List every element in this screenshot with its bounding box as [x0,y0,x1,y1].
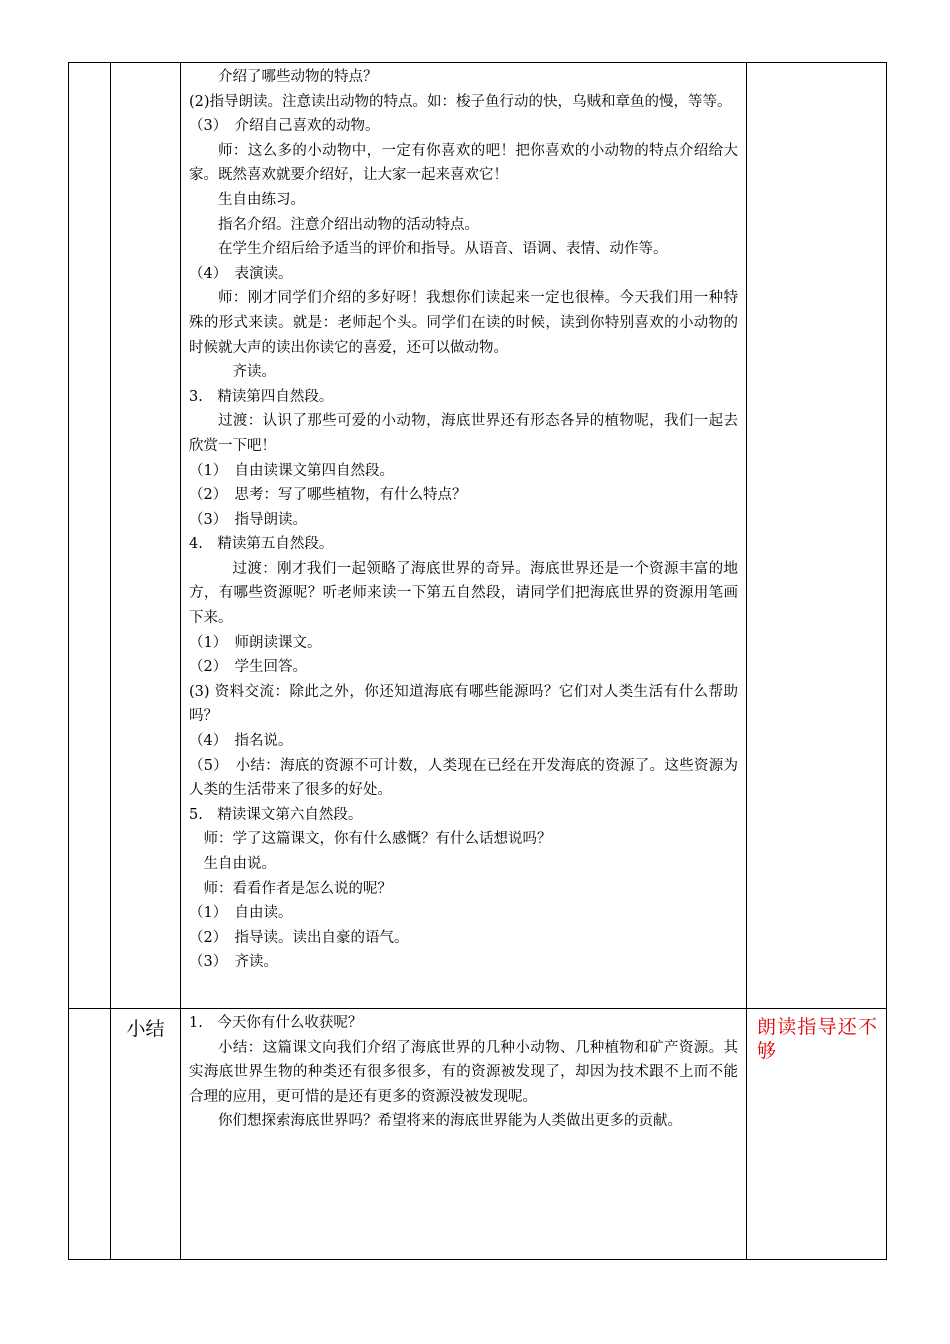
teaching-content-line: 指名介绍。注意介绍出动物的活动特点。 [218,216,479,233]
teaching-content-line: （3） 指导朗读。 [189,511,307,528]
empty-cell-stage-2 [69,1009,111,1260]
teaching-content-line: （3） 介绍自己喜欢的动物。 [189,118,380,135]
teaching-content-line: 师：看看作者是怎么说的呢？ [203,880,392,897]
teaching-content [181,63,746,975]
teaching-content-line: (2)指导朗读。注意读出动物的特点。如：梭子鱼行动的快，乌贼和章鱼的慢，等等。 [189,93,732,110]
summary-label: 小结 [126,1018,165,1040]
teaching-content-line: （1） 自由读。 [189,905,293,922]
teaching-content-line: 过渡：刚才我们一起领略了海底世界的奇异。海底世界还是一个资源丰富的地方，有哪些资源呢？听老师来读一下第五自然段，请同学们把海底世界的资源用笔画下来。 [189,560,738,627]
teaching-content-line: 在学生介绍后给予适当的评价和指导。从语音、语调、表情、动作等。 [218,241,668,258]
summary-content [181,1009,746,1134]
teaching-content-line: 4. 精读第五自然段。 [189,536,334,553]
teaching-content-line: 师：学了这篇课文，你有什么感慨？有什么话想说吗？ [203,831,552,848]
teaching-content-line: 齐读。 [232,364,276,381]
lesson-plan-table [68,62,887,1260]
summary-content-line: 小结：这篇课文向我们介绍了海底世界的几种小动物、几种植物和矿产资源。其实海底世界生物的种类还有很多很多，有的资源被发现了，却因为技术跟不上而不能合理的应用，更可惜的是还有更多的资源没被发现呢。 [189,1039,738,1105]
teacher-comment: 朗读指导还不够 [757,1016,878,1062]
teaching-content-line: (3) 资料交流：除此之外，你还知道海底有哪些能源吗？它们对人类生活有什么帮助吗？ [189,683,738,725]
summary-label-cell [111,1009,181,1260]
teaching-content-line: 生自由练习。 [218,191,305,208]
teaching-content-line: 过渡：认识了那些可爱的小动物，海底世界还有形态各异的植物呢，我们一起去欣赏一下吧！ [189,413,738,454]
teaching-content-line: （1） 自由读课文第四自然段。 [189,462,394,479]
teaching-content-line: 生自由说。 [203,856,276,872]
teaching-content-line: （3） 齐读。 [189,954,278,971]
teaching-content-line: 5. 精读课文第六自然段。 [189,806,363,823]
comment-cell [747,1009,887,1260]
teaching-process-row [69,63,887,1009]
teaching-content-line: 3. 精读第四自然段。 [189,388,334,405]
teaching-content-line: （2） 思考：写了哪些植物，有什么特点？ [189,487,467,504]
summary-row [69,1009,887,1260]
empty-cell-stage [69,63,111,1009]
teaching-content-line: （2） 学生回答。 [189,659,307,676]
teaching-content-line: （5） 小结：海底的资源不可计数，人类现在已经在开发海底的资源了。这些资源为人类的生活带来了很多的好处。 [189,757,738,799]
empty-cell-section [111,63,181,1009]
teaching-content-line: （1） 师朗读课文。 [189,634,322,651]
summary-content-cell [181,1009,747,1260]
summary-content-line: 你们想探索海底世界吗？希望将来的海底世界能为人类做出更多的贡献。 [218,1113,682,1130]
empty-cell-comment [747,63,887,1009]
teaching-content-line: 介绍了哪些动物的特点？ [218,69,378,85]
teaching-content-line: （4） 指名说。 [189,733,293,750]
teaching-content-line: （2） 指导读。读出自豪的语气。 [189,929,409,946]
teaching-content-line: （4） 表演读。 [189,265,293,282]
teaching-content-line: 师：刚才同学们介绍的多好呀！我想你们读起来一定也很棒。今天我们用一种特殊的形式来读。就是：老师起个头。同学们在读的时候，读到你特别喜欢的小动物的时候就大声的读出你读它的喜爱，还可以做动物。 [189,290,738,356]
teaching-content-line: 师：这么多的小动物中，一定有你喜欢的吧！把你喜欢的小动物的特点介绍给大家。既然喜欢就要介绍好，让大家一起来喜欢它！ [189,142,738,184]
teaching-content-cell [181,63,747,1009]
summary-content-line: 1. 今天你有什么收获呢？ [189,1015,363,1031]
